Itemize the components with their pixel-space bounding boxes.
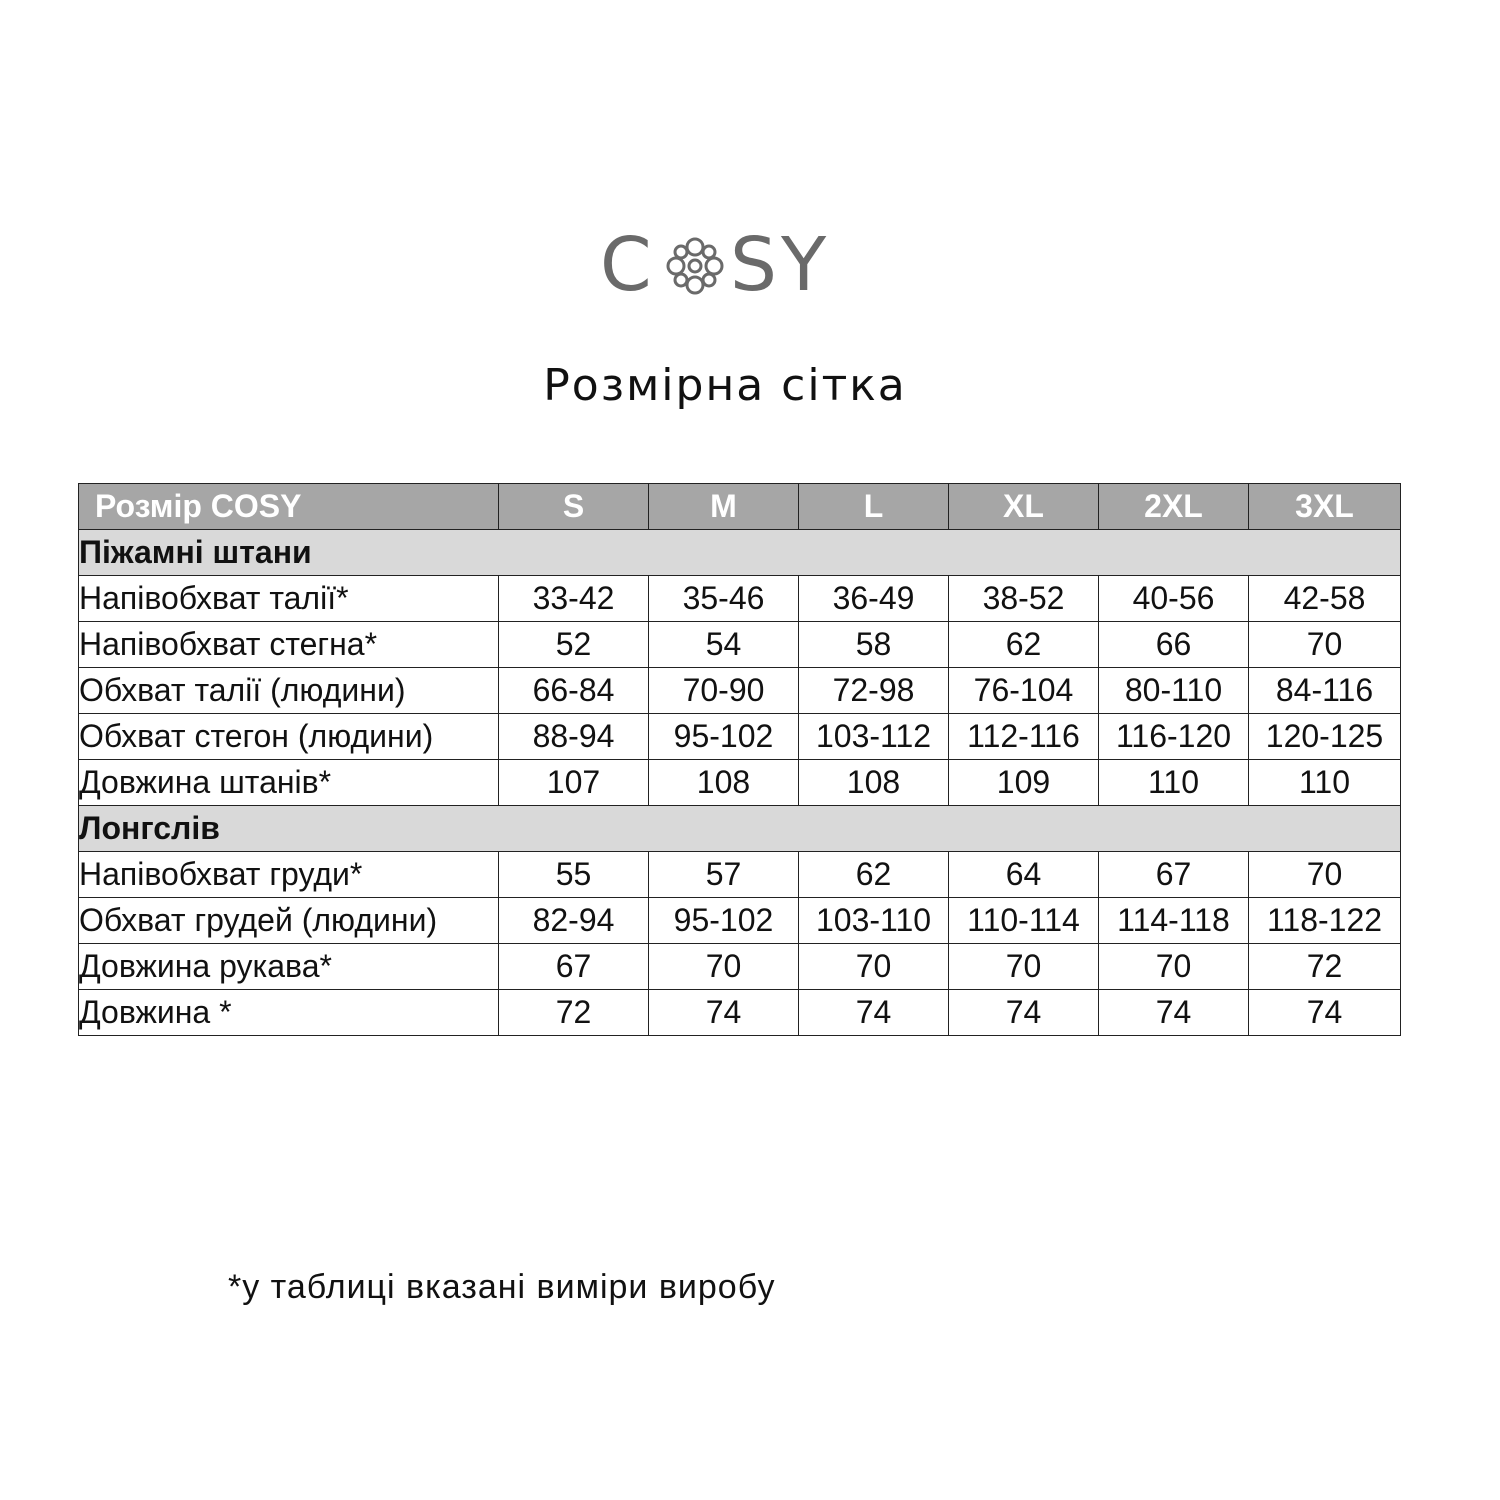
table-cell: 103-112 bbox=[799, 714, 949, 760]
table-cell: 76-104 bbox=[949, 668, 1099, 714]
table-cell: 118-122 bbox=[1249, 898, 1401, 944]
table-cell: 52 bbox=[499, 622, 649, 668]
table-cell: 72-98 bbox=[799, 668, 949, 714]
table-cell: 67 bbox=[1099, 852, 1249, 898]
table-cell: 70-90 bbox=[649, 668, 799, 714]
table-cell: 62 bbox=[799, 852, 949, 898]
row-label: Напівобхват талії* bbox=[79, 576, 499, 622]
table-cell: 103-110 bbox=[799, 898, 949, 944]
table-body bbox=[79, 530, 1401, 1036]
row-label: Обхват стегон (людини) bbox=[79, 714, 499, 760]
table-cell: 64 bbox=[949, 852, 1099, 898]
table-cell: 55 bbox=[499, 852, 649, 898]
row-label: Обхват грудей (людини) bbox=[79, 898, 499, 944]
table-cell: 74 bbox=[1249, 990, 1401, 1036]
table-row bbox=[79, 622, 1401, 668]
table-cell: 108 bbox=[649, 760, 799, 806]
table-row bbox=[79, 714, 1401, 760]
table-cell: 74 bbox=[1099, 990, 1249, 1036]
table-cell: 66 bbox=[1099, 622, 1249, 668]
table-row bbox=[79, 852, 1401, 898]
table-cell: 114-118 bbox=[1099, 898, 1249, 944]
header-size-s: S bbox=[499, 484, 649, 530]
header-size-l: L bbox=[799, 484, 949, 530]
header-size-xl: XL bbox=[949, 484, 1099, 530]
table-cell: 35-46 bbox=[649, 576, 799, 622]
table-cell: 88-94 bbox=[499, 714, 649, 760]
table-cell: 70 bbox=[1249, 622, 1401, 668]
table-cell: 110 bbox=[1249, 760, 1401, 806]
header-size-2xl: 2XL bbox=[1099, 484, 1249, 530]
table-cell: 72 bbox=[1249, 944, 1401, 990]
table-cell: 116-120 bbox=[1099, 714, 1249, 760]
row-label: Обхват талії (людини) bbox=[79, 668, 499, 714]
table-cell: 110-114 bbox=[949, 898, 1099, 944]
table-cell: 109 bbox=[949, 760, 1099, 806]
table-cell: 74 bbox=[799, 990, 949, 1036]
row-label: Довжина рукава* bbox=[79, 944, 499, 990]
table-cell: 84-116 bbox=[1249, 668, 1401, 714]
table-cell: 70 bbox=[649, 944, 799, 990]
table-cell: 54 bbox=[649, 622, 799, 668]
table-cell: 107 bbox=[499, 760, 649, 806]
section-row bbox=[79, 806, 1401, 852]
table-cell: 120-125 bbox=[1249, 714, 1401, 760]
table-cell: 70 bbox=[1099, 944, 1249, 990]
table-cell: 33-42 bbox=[499, 576, 649, 622]
table-cell: 40-56 bbox=[1099, 576, 1249, 622]
table-cell: 74 bbox=[649, 990, 799, 1036]
table-cell: 66-84 bbox=[499, 668, 649, 714]
page-title: Розмірна сітка bbox=[543, 360, 907, 411]
table-cell: 67 bbox=[499, 944, 649, 990]
table-row bbox=[79, 990, 1401, 1036]
table-row bbox=[79, 760, 1401, 806]
row-label: Довжина штанів* bbox=[79, 760, 499, 806]
table-cell: 80-110 bbox=[1099, 668, 1249, 714]
section-row bbox=[79, 530, 1401, 576]
size-chart-table bbox=[78, 483, 1401, 1036]
table-cell: 108 bbox=[799, 760, 949, 806]
table-cell: 70 bbox=[799, 944, 949, 990]
section-title: Піжамні штани bbox=[79, 530, 1401, 576]
section-title: Лонгслів bbox=[79, 806, 1401, 852]
table-cell: 36-49 bbox=[799, 576, 949, 622]
header-size-label: Розмір COSY bbox=[79, 484, 499, 530]
table-row bbox=[79, 898, 1401, 944]
table-cell: 110 bbox=[1099, 760, 1249, 806]
table-row bbox=[79, 944, 1401, 990]
table-header-row bbox=[79, 484, 1401, 530]
table-cell: 70 bbox=[949, 944, 1099, 990]
table-cell: 82-94 bbox=[499, 898, 649, 944]
table-cell: 62 bbox=[949, 622, 1099, 668]
logo-letters-sy: SY bbox=[730, 222, 831, 308]
table-row bbox=[79, 668, 1401, 714]
header-size-3xl: 3XL bbox=[1249, 484, 1401, 530]
header-size-m: M bbox=[649, 484, 799, 530]
table-row bbox=[79, 576, 1401, 622]
brand-logo bbox=[600, 222, 832, 308]
table-cell: 95-102 bbox=[649, 714, 799, 760]
table-cell: 57 bbox=[649, 852, 799, 898]
row-label: Напівобхват груди* bbox=[79, 852, 499, 898]
logo-letter-c: C bbox=[600, 222, 652, 308]
table-cell: 112-116 bbox=[949, 714, 1099, 760]
table-cell: 38-52 bbox=[949, 576, 1099, 622]
table-cell: 72 bbox=[499, 990, 649, 1036]
table-cell: 74 bbox=[949, 990, 1099, 1036]
row-label: Напівобхват стегна* bbox=[79, 622, 499, 668]
footnote: *у таблиці вказані виміри виробу bbox=[228, 1268, 776, 1306]
table-cell: 58 bbox=[799, 622, 949, 668]
row-label: Довжина * bbox=[79, 990, 499, 1036]
table-cell: 95-102 bbox=[649, 898, 799, 944]
table-cell: 70 bbox=[1249, 852, 1401, 898]
flower-knot-icon bbox=[662, 233, 728, 299]
table-cell: 42-58 bbox=[1249, 576, 1401, 622]
